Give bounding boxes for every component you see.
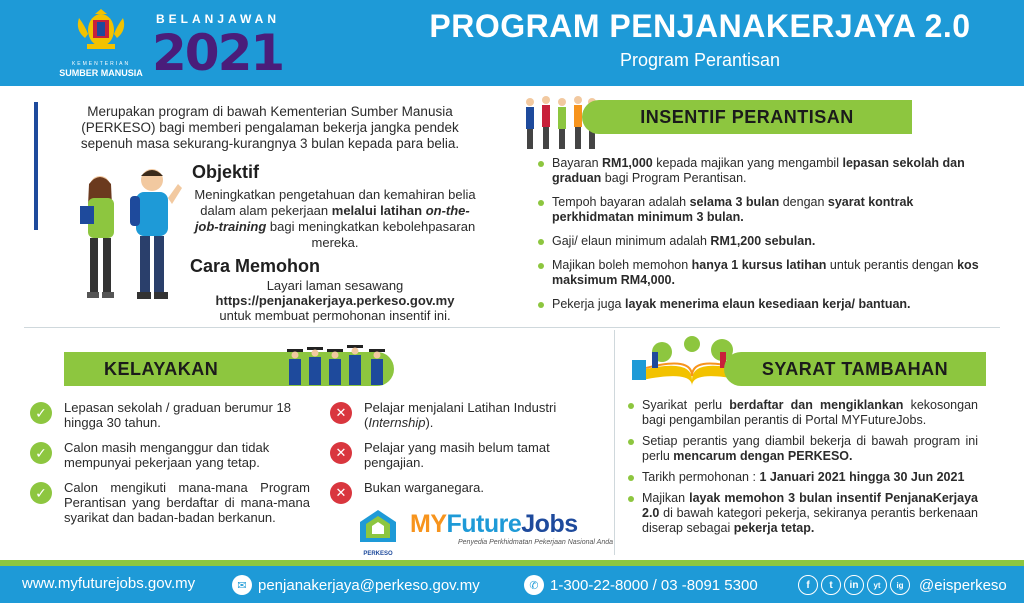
ministry-name-line2: SUMBER MANUSIA <box>59 68 143 78</box>
perkeso-name: PERKESO <box>363 551 393 557</box>
list-item: Majikan layak memohon 3 bulan insentif PenjanaKerjaya 2.0 di bawah kategori pekerja, sekiranya perantis berkenaan diserap sebagai pekerja tetap. <box>628 491 978 536</box>
eligible-list <box>30 400 310 535</box>
students-illustration-icon <box>74 162 184 312</box>
ministry-logo <box>46 8 156 80</box>
check-icon: ✓ <box>30 402 52 424</box>
cross-icon: ✕ <box>330 402 352 424</box>
myfuturejobs-tagline: Penyedia Perkhidmatan Pekerjaan Nasional Anda <box>458 539 614 546</box>
cross-icon: ✕ <box>330 482 352 504</box>
page-title: PROGRAM PENJANAKERJAYA 2.0 <box>429 8 971 44</box>
social-links <box>798 575 1007 595</box>
list-item: ✓ Calon mengikuti mana-mana Program Perantisan yang berdaftar di mana-mana syarikat dan badan-badan berkanun. <box>30 480 310 525</box>
budget-label: BELANJAWAN <box>156 12 281 26</box>
list-item: Pekerja juga layak menerima elaun kesediaan kerja/ bantuan. <box>538 297 988 312</box>
intro-accent-bar <box>34 102 38 230</box>
instagram-icon[interactable]: ig <box>890 575 910 595</box>
list-item: Syarikat perlu berdaftar dan mengiklankan kekosongan bagi pengambilan perantis di Portal MYFutureJobs. <box>628 398 978 428</box>
eligibility-banner: KELAYAKAN <box>64 352 394 386</box>
email-text: penjanakerjaya@perkeso.gov.my <box>258 576 480 594</box>
apply-url-link[interactable]: https://penjanakerjaya.perkeso.gov.my <box>215 293 455 308</box>
footer <box>0 566 1024 603</box>
linkedin-icon[interactable]: in <box>844 575 864 595</box>
how-to-apply-line: untuk membuat permohonan insentif ini. <box>219 308 451 323</box>
list-item: Majikan boleh memohon hanya 1 kursus latihan untuk perantis dengan kos maksimum RM4,000. <box>538 258 988 288</box>
coat-of-arms-icon <box>71 8 131 52</box>
list-item: Setiap perantis yang diambil bekerja di bawah program ini perlu mencarum dengan PERKESO. <box>628 434 978 464</box>
phone-icon: ✆ <box>524 575 544 595</box>
phone-contact[interactable] <box>524 575 758 595</box>
divider <box>24 327 614 328</box>
how-to-apply-text <box>190 278 480 323</box>
list-item: ✕ Pelajar yang masih belum tamat pengajian. <box>330 440 600 470</box>
how-to-apply-title: Cara Memohon <box>190 256 321 276</box>
website-link[interactable]: www.myfuturejobs.gov.my <box>22 575 196 592</box>
check-icon: ✓ <box>30 442 52 464</box>
incentive-banner: INSENTIF PERANTISAN <box>582 100 912 134</box>
email-icon: ✉ <box>232 575 252 595</box>
list-item: ✕ Pelajar menjalani Latihan Industri (Internship). <box>330 400 600 430</box>
phone-text: 1-300-22-8000 / 03 -8091 5300 <box>550 576 758 594</box>
list-item: Tempoh bayaran adalah selama 3 bulan dengan syarat kontrak perkhidmatan minimum 3 bulan. <box>538 195 988 225</box>
list-item: Gaji/ elaun minimum adalah RM1,200 sebulan. <box>538 234 988 249</box>
divider <box>614 327 1000 328</box>
objective-text: Meningkatkan pengetahuan dan kemahiran belia dalam alam pekerjaan melalui latihan on-the-job-training bagi meningkatkan kebolehpasaran mereka. <box>194 187 476 250</box>
page-subtitle: Program Perantisan <box>619 50 781 70</box>
additional-requirements-banner: SYARAT TAMBAHAN <box>724 352 986 386</box>
objective-title: Objektif <box>192 162 260 182</box>
intro-text: Merupakan program di bawah Kementerian Sumber Manusia (PERKESO) bagi memberi pengalaman bekerja jangka pendek sepenuh masa sekurang-kurangnya 3 bulan kepada para belia. <box>80 104 460 151</box>
list-item: ✓ Lepasan sekolah / graduan berumur 18 hingga 30 tahun. <box>30 400 310 430</box>
graduates-illustration-icon <box>285 345 395 389</box>
twitter-icon[interactable]: t <box>821 575 841 595</box>
facebook-icon[interactable]: f <box>798 575 818 595</box>
list-item: ✓ Calon masih menganggur dan tidak mempunyai pekerjaan yang tetap. <box>30 440 310 470</box>
header <box>0 0 1024 86</box>
myfuturejobs-logo: MYFutureJobs <box>410 510 578 538</box>
divider <box>614 330 615 555</box>
additional-list <box>628 398 978 542</box>
list-item: ✕ Bukan warganegara. <box>330 480 600 506</box>
list-item: Bayaran RM1,000 kepada majikan yang mengambil lepasan sekolah dan graduan bagi Program Perantisan. <box>538 156 988 186</box>
ministry-name-line1: KEMENTERIAN <box>71 61 131 67</box>
ineligible-list <box>330 400 600 516</box>
perkeso-emblem-icon <box>358 508 398 546</box>
perkeso-logo <box>356 508 400 556</box>
social-handle: @eisperkeso <box>919 576 1007 594</box>
how-to-apply-line: Layari laman sesawang <box>266 278 404 293</box>
list-item: Tarikh permohonan : 1 Januari 2021 hingga 30 Jun 2021 <box>628 470 978 485</box>
incentive-list <box>538 156 988 321</box>
budget-year: 2021 <box>152 24 284 82</box>
cross-icon: ✕ <box>330 442 352 464</box>
email-contact[interactable] <box>232 575 480 595</box>
check-icon: ✓ <box>30 482 52 504</box>
youtube-icon[interactable]: yt <box>867 575 887 595</box>
